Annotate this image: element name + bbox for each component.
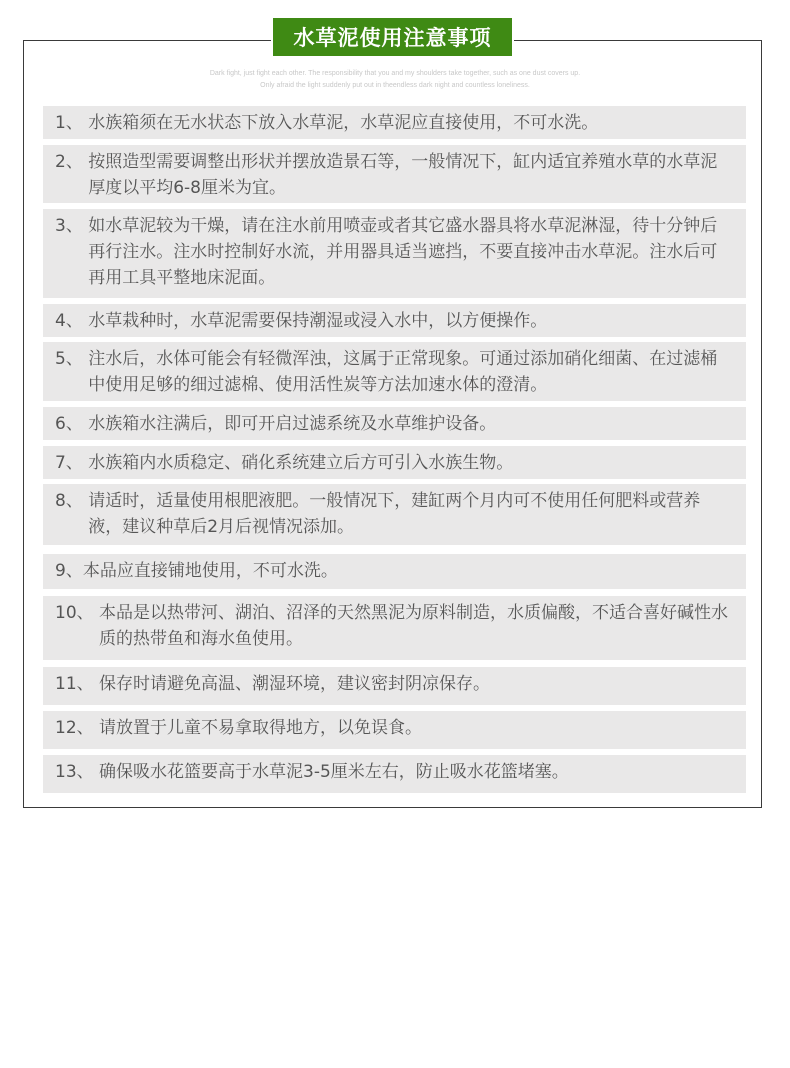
item-text: 水族箱内水质稳定、硝化系统建立后方可引入水族生物。 <box>88 453 514 473</box>
item-number: 5、 <box>55 349 89 369</box>
item-text: 注水后，水体可能会有轻微浑浊，这属于正常现象。可通过添加硝化细菌、在过滤桶中使用足够的细过滤棉、使用活性炭等方法加速水体的澄清。 <box>88 349 718 395</box>
notice-item-12 <box>43 711 746 749</box>
notice-item-2 <box>43 145 746 203</box>
item-number: 1、 <box>55 113 89 133</box>
item-text: 本品是以热带河、湖泊、沼泽的天然黑泥为原料制造，水质偏酸，不适合喜好碱性水质的热带鱼和海水鱼使用。 <box>99 603 729 649</box>
item-number: 10、 <box>55 603 100 623</box>
item-number: 4、 <box>55 311 89 331</box>
item-number: 9、 <box>55 561 83 581</box>
notice-item-5 <box>43 342 746 401</box>
item-number: 12、 <box>55 718 100 738</box>
notice-item-13 <box>43 755 746 793</box>
notice-item-7 <box>43 446 746 479</box>
item-number: 3、 <box>55 216 89 236</box>
item-number: 6、 <box>55 414 89 434</box>
notice-item-9 <box>43 554 746 589</box>
item-number: 13、 <box>55 762 100 782</box>
item-number: 11、 <box>55 674 100 694</box>
item-number: 2、 <box>55 152 89 172</box>
item-text: 如水草泥较为干燥，请在注水前用喷壶或者其它盛水器具将水草泥淋湿，待十分钟后再行注水。注水时控制好水流，并用器具适当遮挡，不要直接冲击水草泥。注水后可再用工具平整地床泥面。 <box>88 216 718 288</box>
subtitle-line-2: Only afraid the light suddenly put out in theendless dark night and countless loneliness. <box>260 82 530 89</box>
notice-item-3 <box>43 209 746 298</box>
title-badge <box>271 16 514 58</box>
notice-item-8 <box>43 484 746 545</box>
item-text: 请适时，适量使用根肥液肥。一般情况下，建缸两个月内可不使用任何肥料或营养液，建议种草后2月后视情况添加。 <box>88 491 701 537</box>
item-text: 水族箱须在无水状态下放入水草泥，水草泥应直接使用，不可水洗。 <box>88 113 599 133</box>
notice-item-1 <box>43 106 746 139</box>
notice-item-11 <box>43 667 746 705</box>
item-text: 请放置于儿童不易拿取得地方，以免误食。 <box>99 718 423 738</box>
page-title: 水草泥使用注意事项 <box>273 18 512 56</box>
item-text: 本品应直接铺地使用，不可水洗。 <box>82 561 338 581</box>
item-text: 确保吸水花篮要高于水草泥3-5厘米左右，防止吸水花篮堵塞。 <box>99 762 569 782</box>
item-text: 水族箱水注满后，即可开启过滤系统及水草维护设备。 <box>88 414 497 434</box>
item-number: 7、 <box>55 453 89 473</box>
item-text: 水草栽种时，水草泥需要保持潮湿或浸入水中，以方便操作。 <box>88 311 548 331</box>
notice-item-6 <box>43 407 746 440</box>
notice-item-4 <box>43 304 746 337</box>
item-number: 8、 <box>55 491 89 511</box>
item-text: 保存时请避免高温、潮湿环境，建议密封阴凉保存。 <box>99 674 491 694</box>
subtitle-line-1: Dark fight, just fight each other. The responsibility that you and my shoulders take together, such as one dust covers up. <box>209 70 581 77</box>
notice-item-10 <box>43 596 746 660</box>
item-text: 按照造型需要调整出形状并摆放造景石等，一般情况下，缸内适宜养殖水草的水草泥厚度以平均6-8厘米为宜。 <box>88 152 718 198</box>
